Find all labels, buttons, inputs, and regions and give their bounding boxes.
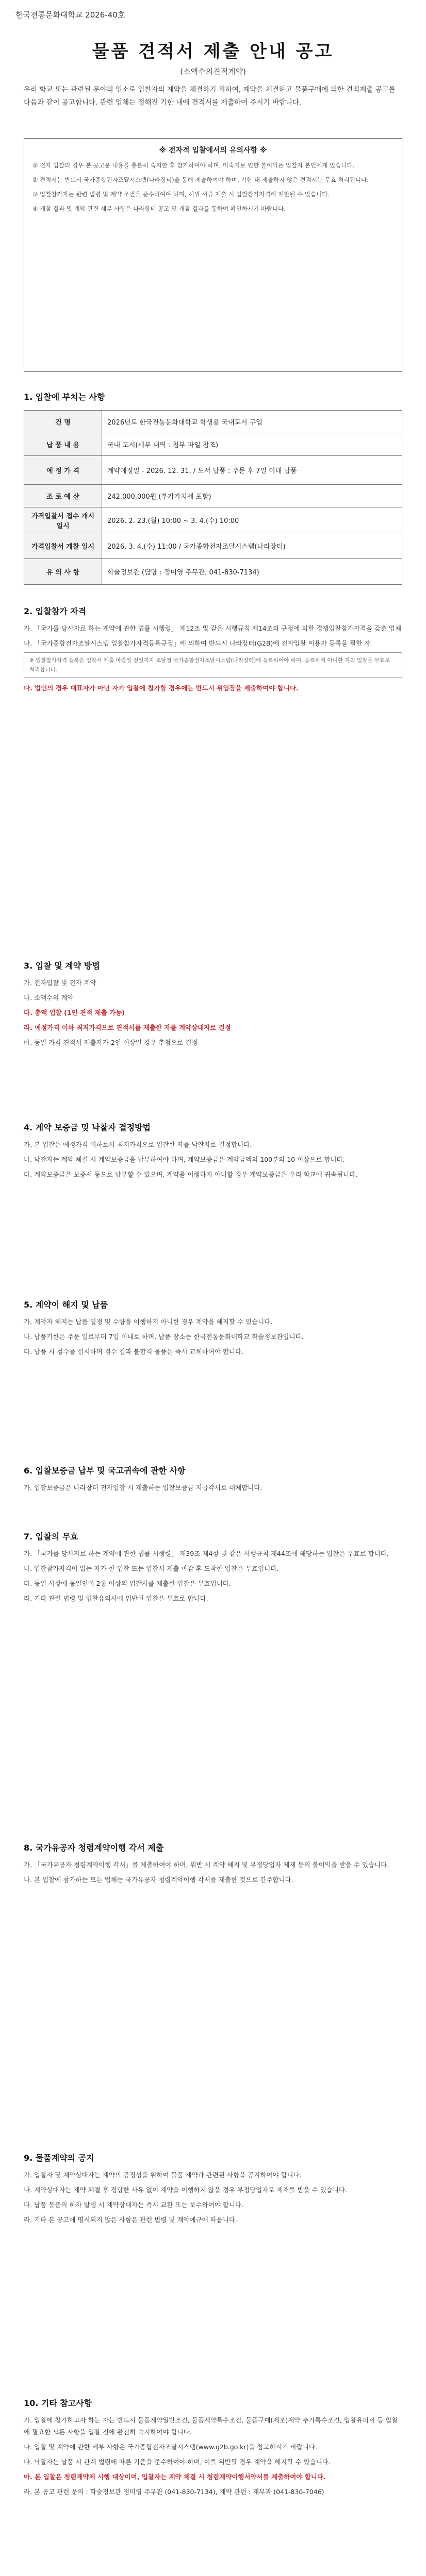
section-paragraph: 다. 동일 사항에 동일인이 2통 이상의 입찰서를 제출한 입찰은 무효입니다. [24,1580,231,1587]
section-paragraph: 라. 기타 본 공고에 명시되지 않은 사항은 관련 법령 및 계약예규에 따릅니다. [24,2216,237,2224]
section-paragraph: 나. 계약상대자는 계약 체결 후 정당한 사유 없이 계약을 이행하지 않을 경우 부정당업자로 제재를 받을 수 있습니다. [24,2186,347,2194]
section-5-heading: 5. 계약이 해지 및 납품 [24,1300,108,1310]
section-paragraph: 라. 본 공고 관련 문의 : 학술정보관 정미영 주무관 (041-830-7134), 계약 관련 : 재무과 (041-830-7046) [24,2488,324,2496]
section-paragraph: 가. 입찰보증금은 나라장터 전자입찰 시 제출하는 입찰보증금 지급각서로 대체합니다. [24,1484,263,1492]
section-4-heading: 4. 계약 보증금 및 낙찰자 결정방법 [24,1123,151,1132]
section-paragraph: 라. 기타 관련 법령 및 입찰유의서에 위반된 입찰은 무효로 합니다. [24,1595,208,1602]
intro-paragraph: 우리 학교 또는 관련된 분야의 업소로 입찰자의 계약을 체결하기 위하여, 계약을 체결하고 물품구매에 의한 견적제출 공고를 다음과 같이 공고합니다. 관련 업체는 정해진 기한 내에 견적서를 제출하여 주시기 바랍니다. [24,86,396,107]
section-paragraph: 나. 입찰참가자격이 없는 자가 한 입찰 또는 입찰서 제출 마감 후 도착한 입찰은 무효입니다. [24,1565,279,1572]
section-3-body [24,977,402,1052]
caution-item: ② 견적서는 반드시 국가종합전자조달시스템(나라장터)을 통해 제출하여야 하며, 기한 내 제출하지 않은 견적서는 무효 처리됩니다. [32,176,369,183]
section-paragraph: 다. 계약보증금은 보증서 등으로 납부할 수 있으며, 계약을 이행하지 아니할 경우 계약보증금은 우리 학교에 귀속됩니다. [24,1171,358,1178]
page-title: 물품 견적서 제출 안내 공고 [92,41,334,62]
highlight-paragraph: 마. 본 입찰은 청렴계약제 시행 대상이며, 입찰자는 계약 체결 시 청렴계약이행서약서를 제출하여야 합니다. [24,2473,326,2481]
table-row [24,433,402,456]
table-row [24,485,402,507]
table-value: 국내 도서(세부 내역 : 첨부 파일 참조) [102,433,402,456]
section-4-body [24,1139,402,1183]
table-key: 가격입찰서 개찰 일시 [24,533,102,559]
table-key: 유 의 사 항 [24,559,102,585]
section-paragraph: 가. 전자입찰 및 전자 계약 [24,979,96,987]
table-row [24,456,402,485]
table-key: 건 명 [24,411,102,433]
table-value: 2026년도 한국전통문화대학교 학생용 국내도서 구입 [102,411,402,433]
caution-item: ① 전자 입찰의 경우 본 공고문 내용을 충분히 숙지한 후 참가하여야 하며, 미숙지로 인한 불이익은 입찰자 본인에게 있습니다. [32,162,355,169]
highlight-paragraph: 다. 법인의 경우 대표자가 아닌 자가 입찰에 참가할 경우에는 반드시 위임장을 제출하여야 합니다. [24,684,299,692]
section-9-heading: 9. 물품계약의 공지 [24,2153,94,2163]
bid-info-table [24,410,402,585]
section-paragraph: 가. 「국가를 당사자로 하는 계약에 관한 법률 시행령」 제12조 및 같은 시행규칙 제14조의 규정에 의한 경쟁입찰참가자격을 갖춘 업체 [24,624,402,632]
highlight-paragraph: 라. 예정가격 이하 최저가격으로 견적서를 제출한 자를 계약상대자로 결정 [24,1024,231,1031]
table-value: 학술정보관 (담당 : 정미영 주무관, 041-830-7134) [102,559,402,585]
caution-item: ③ 입찰참가자는 관련 법령 및 계약 조건을 준수하여야 하며, 허위 서류 제출 시 입찰참가자격이 제한될 수 있습니다. [32,191,330,198]
section-8-body [24,1859,402,1889]
document-number: 한국전통문화대학교 2026-40호 [15,10,125,20]
note-box: ※ 입찰참가자격 등록은 입찰서 제출 마감일 전일까지 조달청 국가종합전자조달시스템(나라장터)에 등록하여야 하며, 등록하지 아니한 자의 입찰은 무효로 처리합니다. [24,652,402,678]
section-paragraph: 가. 입찰자 및 계약상대자는 계약의 공정성을 위하여 물품 계약과 관련된 사항을 공지하여야 합니다. [24,2171,302,2179]
highlight-paragraph: 다. 총액 입찰 (1인 견적 제출 가능) [24,1009,125,1016]
section-6-heading: 6. 입찰보증금 납부 및 국고귀속에 관한 사항 [24,1466,186,1476]
section-paragraph: 다. 납품 물품의 하자 발생 시 계약상대자는 즉시 교환 또는 보수하여야 합니다. [24,2201,243,2209]
section-7-body [24,1548,402,1607]
table-value: 2026. 3. 4.(수) 11:00 / 국가종합전자조달시스템(나라장터) [102,533,402,559]
section-9-body [24,2169,402,2229]
section-1-heading: 1. 입찰에 부치는 사항 [24,392,105,402]
table-row [24,411,402,433]
page-subtitle: (소액수의견적계약) [180,67,246,76]
section-paragraph: 나. 낙찰자는 계약 체결 시 계약보증금을 납부하여야 하며, 계약보증금은 계약금액의 100분의 10 이상으로 합니다. [24,1156,345,1163]
table-row [24,507,402,533]
caution-box-title: ※ 전자적 입찰에서의 유의사항 ※ [159,146,267,155]
table-value: 242,000,000원 (부가가치세 포함) [102,485,402,507]
section-paragraph: 나. 입찰 및 계약에 관한 세부 사항은 국가종합전자조달시스템(www.g2b.go.kr)을 참고하시기 바랍니다. [24,2443,318,2451]
caution-item: ④ 개찰 결과 및 계약 관련 세부 사항은 나라장터 공고 및 개찰 결과를 통하여 확인하시기 바랍니다. [32,205,286,212]
section-paragraph: 마. 동일 가격 견적서 제출자가 2인 이상일 경우 추첨으로 결정 [24,1039,198,1046]
table-value: 계약예정일 - 2026. 12. 31. / 도서 납품 : 주문 후 7일 이내 납품 [102,456,402,485]
table-key: 조 로 예 산 [24,485,102,507]
section-paragraph: 가. 계약자 해지는 납품 일정 및 수량을 이행하지 아니한 경우 계약을 해지할 수 있습니다. [24,1318,273,1326]
table-row [24,533,402,559]
section-7-heading: 7. 입찰의 무효 [24,1532,78,1541]
section-paragraph: 나. 납품기한은 주문 일로부터 7일 이내로 하며, 납품 장소는 한국전통문화대학교 학술정보관입니다. [24,1333,304,1341]
section-2-body [24,622,402,697]
table-key: 납 품 내 용 [24,433,102,456]
section-8-heading: 8. 국가유공자 청렴계약이행 각서 제출 [24,1843,164,1853]
table-key: 예 정 가 격 [24,456,102,485]
section-paragraph: 나. 본 입찰에 참가하는 모든 업체는 국가유공자 청렴계약이행 각서를 제출한 것으로 간주합니다. [24,1876,293,1884]
table-key: 가격입찰서 접수 개시일시 [24,507,102,533]
section-5-body [24,1316,402,1361]
section-6-body [24,1482,402,1497]
section-paragraph: 다. 낙찰자는 납품 시 관계 법령에 따른 기준을 준수하여야 하며, 이를 위반할 경우 계약을 해지할 수 있습니다. [24,2458,331,2466]
section-paragraph: 가. 「국가유공자 청렴계약이행 각서」를 제출하여야 하며, 위반 시 계약 해지 및 부정당업자 제재 등의 불이익을 받을 수 있습니다. [24,1861,389,1869]
section-2-heading: 2. 입찰참가 자격 [24,606,87,616]
table-value: 2026. 2. 23.(월) 10:00 ~ 3. 4.(수) 10:00 [102,507,402,533]
section-paragraph: 가. 「국가를 당사자로 하는 계약에 관한 법률 시행령」 제39조 제4항 및 같은 시행규칙 제44조에 해당하는 입찰은 무효로 합니다. [24,1550,389,1557]
section-3-heading: 3. 입찰 및 계약 방법 [24,961,100,971]
section-10-heading: 10. 기타 참고사항 [24,2398,92,2408]
section-paragraph: 다. 납품 시 검수를 실시하며 검수 결과 불합격 물품은 즉시 교체하여야 합니다. [24,1348,243,1355]
caution-box [24,138,402,372]
section-paragraph: 나. 「국가종합전자조달시스템 입찰참가자격등록규정」에 의하여 반드시 나라장터(G2B)에 전자입찰 이용자 등록을 필한 자 [24,639,371,647]
section-10-body [24,2414,402,2501]
section-paragraph: 나. 소액수의 계약 [24,994,74,1002]
table-row [24,559,402,585]
section-paragraph: 가. 입찰에 참가하고자 하는 자는 반드시 물품계약일반조건, 물품계약특수조건, 물품구매(제조)계약 추가특수조건, 입찰유의서 등 입찰에 필요한 모든 사항을 입찰 전에 완전히 숙지하여야 합니다. [24,2416,398,2436]
section-paragraph: 가. 본 입찰은 예정가격 이하로서 최저가격으로 입찰한 자를 낙찰자로 결정합니다. [24,1141,252,1148]
